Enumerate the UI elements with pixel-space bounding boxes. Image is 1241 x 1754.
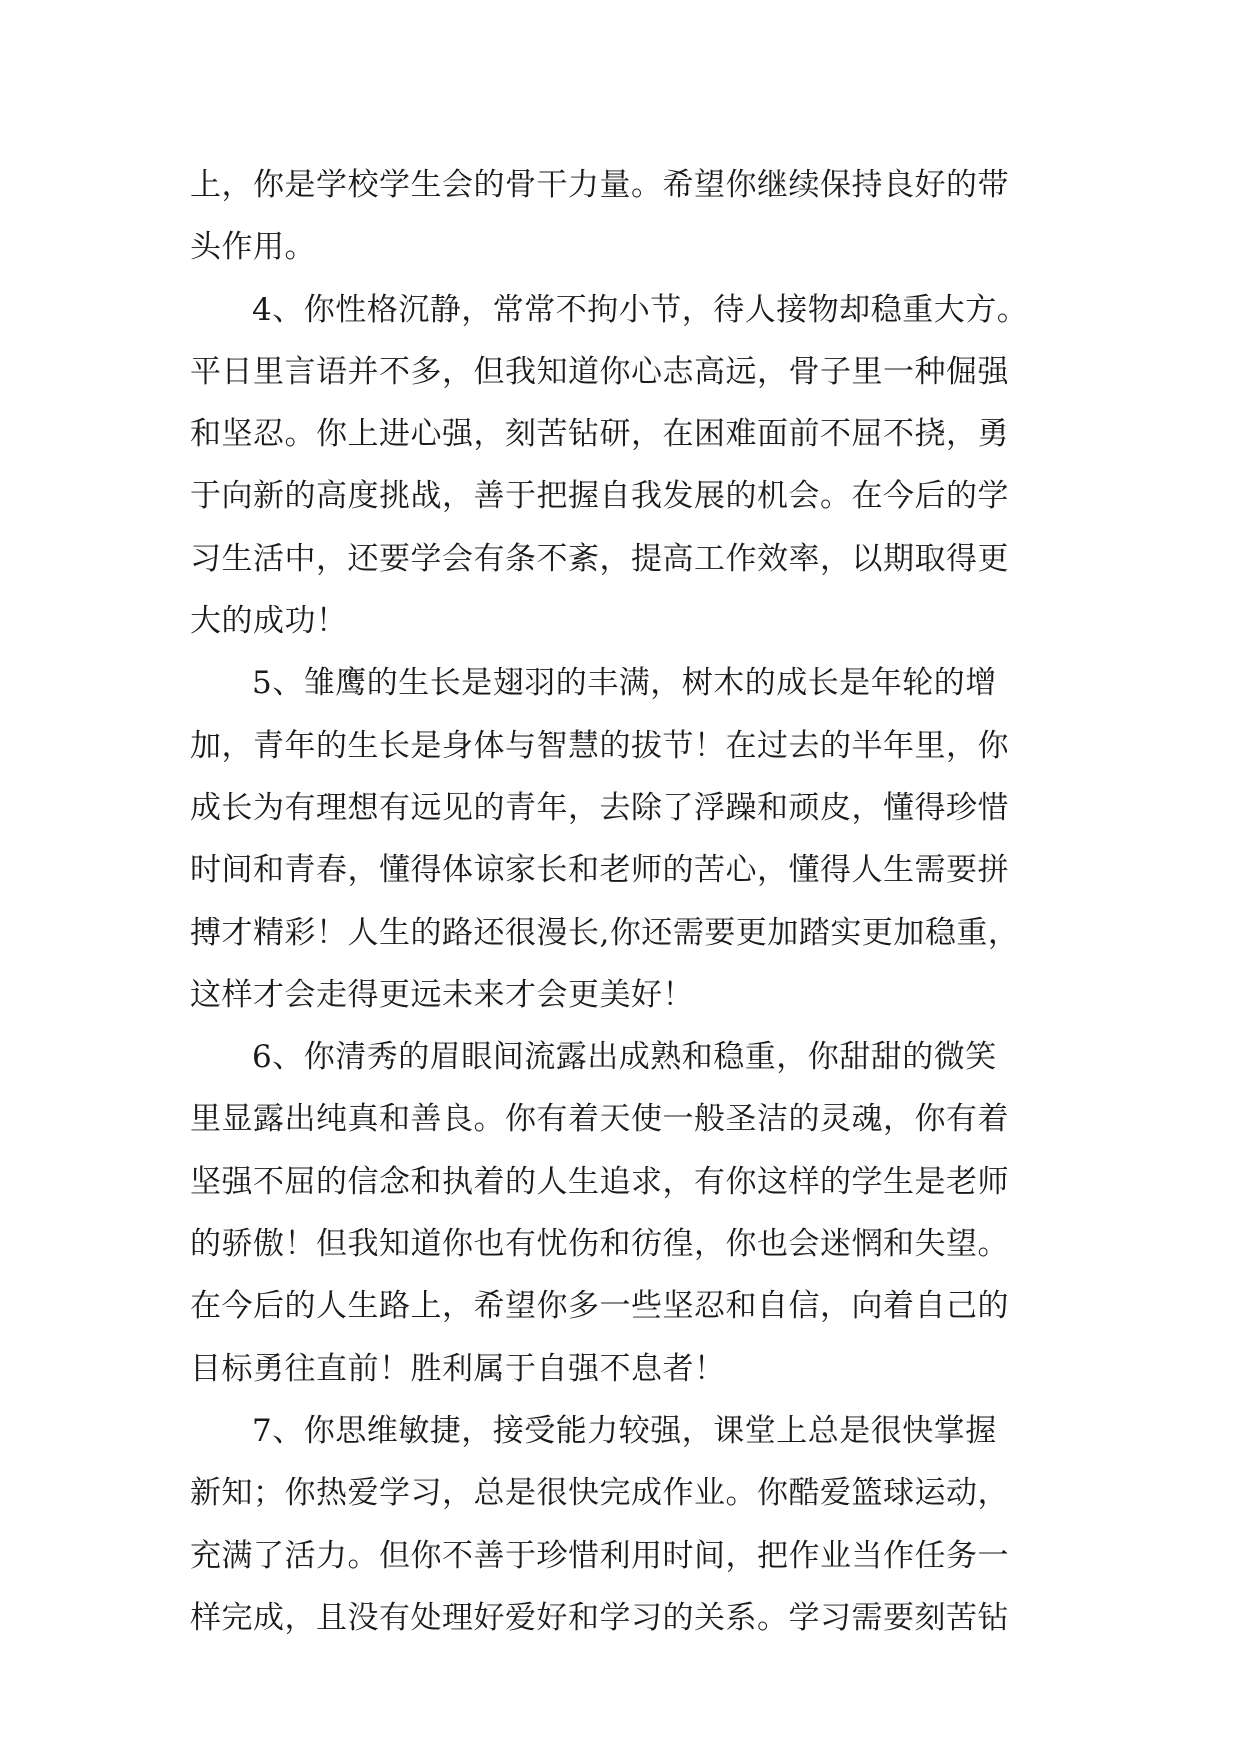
paragraph-3-continued <box>190 154 1060 279</box>
text-line: 新知；你热爱学习，总是很快完成作业。你酷爱篮球运动， <box>190 1475 1009 1512</box>
text-line: 的骄傲！但我知道你也有忧伤和彷徨，你也会迷惘和失望。 <box>190 1226 1009 1263</box>
text-line: 头作用。 <box>190 229 316 266</box>
text-line: 和坚忍。你上进心强，刻苦钻研，在困难面前不屈不挠，勇 <box>190 416 1009 453</box>
paragraph-6 <box>190 1026 1060 1400</box>
text-line: 这样才会走得更远未来才会更美好！ <box>190 976 694 1013</box>
text-line: 大的成功！ <box>190 603 348 640</box>
text-line: 成长为有理想有远见的青年，去除了浮躁和顽皮，懂得珍惜 <box>190 789 1009 826</box>
text-line: 目标勇往直前！胜利属于自强不息者！ <box>190 1350 726 1387</box>
paragraph-4 <box>190 279 1060 653</box>
text-line: 在今后的人生路上，希望你多一些坚忍和自信，向着自己的 <box>190 1288 1009 1325</box>
text-line: 充满了活力。但你不善于珍惜利用时间，把作业当作任务一 <box>190 1537 1009 1574</box>
text-line: 于向新的高度挑战，善于把握自我发展的机会。在今后的学 <box>190 478 1009 515</box>
text-line: 时间和青春，懂得体谅家长和老师的苦心，懂得人生需要拼 <box>190 852 1009 889</box>
text-line: 坚强不屈的信念和执着的人生追求，有你这样的学生是老师 <box>190 1163 1009 1200</box>
text-line: 上，你是学校学生会的骨干力量。希望你继续保持良好的带 <box>190 167 1009 203</box>
text-line: 加，青年的生长是身体与智慧的拔节！在过去的半年里，你 <box>190 727 1009 764</box>
text-line: 搏才精彩！人生的路还很漫长,你还需要更加踏实更加稳重， <box>190 914 1020 951</box>
text-line: 样完成，且没有处理好爱好和学习的关系。学习需要刻苦钻 <box>190 1599 1009 1636</box>
text-line-first: 4、你性格沉静，常常不拘小节，待人接物却稳重大方。 <box>252 291 1029 328</box>
document-body <box>190 154 1060 1649</box>
text-line: 习生活中，还要学会有条不紊，提高工作效率，以期取得更 <box>190 540 1009 577</box>
paragraph-7 <box>190 1400 1060 1649</box>
text-line: 平日里言语并不多，但我知道你心志高远，骨子里一种倔强 <box>190 353 1009 390</box>
paragraph-5 <box>190 652 1060 1026</box>
text-line: 里显露出纯真和善良。你有着天使一般圣洁的灵魂，你有着 <box>190 1101 1009 1138</box>
text-line-first: 5、雏鹰的生长是翅羽的丰满，树木的成长是年轮的增 <box>252 665 997 702</box>
text-line-first: 6、你清秀的眉眼间流露出成熟和稳重，你甜甜的微笑 <box>252 1039 997 1076</box>
text-line-first: 7、你思维敏捷，接受能力较强，课堂上总是很快掌握 <box>252 1412 997 1449</box>
